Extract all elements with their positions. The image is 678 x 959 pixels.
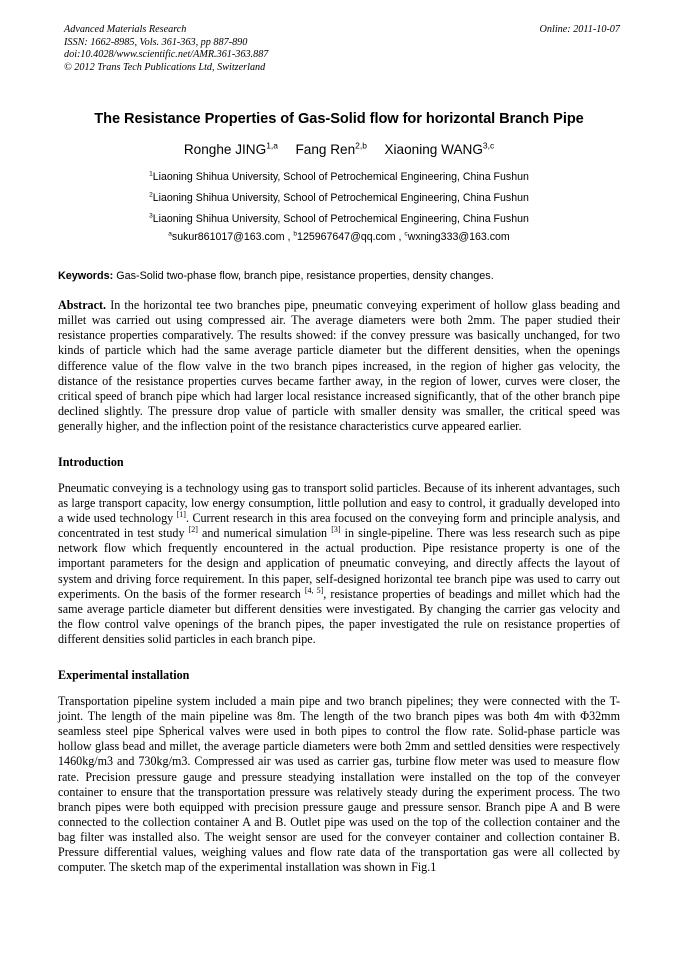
doi-line: doi:10.4028/www.scientific.net/AMR.361-363.887 (64, 49, 269, 61)
email-separator: , (284, 231, 294, 244)
email-marker: a (168, 230, 172, 238)
author-name: Xiaoning WANG (384, 142, 483, 158)
affiliation-text: Liaoning Shihua University, School of Petrochemical Engineering, China Fushun (152, 212, 529, 225)
affiliation-marker: 2 (149, 191, 153, 199)
email-separator: , (395, 231, 405, 244)
affiliation-text: Liaoning Shihua University, School of Petrochemical Engineering, China Fushun (152, 191, 529, 204)
affiliation-item (58, 167, 620, 188)
author-affiliation-marker: 1,a (266, 140, 278, 151)
author-name: Ronghe JING (183, 142, 267, 158)
section-paragraph: Transportation pipeline system included a main pipe and two branch pipelines; they were connected with the T-joint. The length of the main pipeline was 8m. The length of the two branch pipes was both 4m with Φ32mm seamless steel pipe Spherical valves were used in both pipes to control the flow rate. Solid-phase particle was hollow glass bead and millet, the average particle diameters were both 2mm and settled densities were respectively 1460kg/m3 and 730kg/m3. Compressed air was used as carrier gas, turbine flow meter was used to measure flow rate. Precision pressure gauge and pressure steadying installation were installed on the top of the conveyer container to ensure that the transportation pressure was relatively steady during the experiment process. The two branch pipes were both equipped with precision pressure gauge and pressure sensor. Branch pipe A and B were connected to the collection container A and B. Outlet pipe was used on the top of the collection container and the bag filter was installed also. The weight sensor are used for the conveyer container and collection container B. Pressure differential values, weighing values and flow rate data of the transportation gas were all collected by computer. The sketch map of the experimental installation was shown in Fig.1 (58, 694, 620, 875)
section-experimental-installation (58, 668, 620, 875)
page-title: The Resistance Properties of Gas-Solid flow for horizontal Branch Pipe (94, 111, 584, 128)
journal-name: Advanced Materials Research (64, 24, 187, 35)
author-email-list (58, 230, 620, 245)
reference-marker[interactable]: [1] (176, 510, 186, 520)
abstract-label: Abstract. (58, 298, 107, 313)
section-introduction (58, 455, 620, 647)
reference-marker[interactable]: [2] (188, 525, 198, 535)
issn-volume-pages: ISSN: 1662-8985, Vols. 361-363, pp 887-890 (64, 36, 248, 48)
section-heading: Experimental installation (58, 668, 190, 683)
affiliation-marker: 1 (149, 170, 153, 178)
keywords-block (58, 269, 620, 283)
publication-header (64, 24, 620, 74)
author-list (58, 141, 620, 158)
author-email-c[interactable]: wxning333@163.com (407, 231, 510, 244)
author-affiliation-marker: 3,c (482, 140, 495, 151)
author-entry (381, 142, 495, 157)
section-heading: Introduction (58, 455, 124, 469)
copyright-line: © 2012 Trans Tech Publications Ltd, Switzerland (64, 61, 266, 73)
author-name: Fang Ren (295, 142, 356, 158)
abstract-block (58, 298, 620, 434)
keywords-label: Keywords: (58, 270, 114, 283)
affiliation-marker: 3 (149, 212, 153, 220)
publication-header-left (64, 24, 453, 74)
online-publication-date: Online: 2011-10-07 (539, 24, 620, 35)
author-email-b[interactable]: 125967647@qq.com (297, 231, 396, 244)
reference-marker[interactable]: [3] (331, 525, 341, 535)
author-email-a[interactable]: sukur861017@163.com (171, 231, 285, 244)
author-affiliation-marker: 2,b (355, 140, 367, 151)
affiliation-text: Liaoning Shihua University, School of Petrochemical Engineering, China Fushun (152, 171, 529, 184)
keywords-text: Gas-Solid two-phase flow, branch pipe, resistance properties, density changes. (116, 270, 494, 283)
email-marker: b (293, 230, 298, 238)
abstract-text: In the horizontal tee two branches pipe, pneumatic conveying experiment of hollow glass beading and millet was carried out using compressed air. The average diameters were both 2mm. The paper studied their resistance properties comparatively. The results showed: if the convey pressure was basically unchanged, for two kinds of particle which had the same average particle diameter but the different densities, when the openings difference value of the flow valve in the two branch pipes increased, in the region of higher gas velocity, the distance of the resistance properties curves became farther away, in the region of lower, curves were closer, the critical speed of branch pipe which had larger local resistance increased significantly, that of the other branch pipe declined slightly. The pressure drop value of particle with smaller density was smaller, the critical speed was generally higher, and the inflection point of the resistance characteristics curve appeared earlier. (58, 298, 620, 433)
affiliation-item (58, 209, 620, 230)
author-entry (184, 142, 282, 157)
reference-marker[interactable]: [4, 5] (304, 585, 324, 595)
author-entry (292, 142, 371, 157)
email-marker: c (404, 230, 408, 238)
affiliation-item (58, 188, 620, 209)
section-paragraph: Pneumatic conveying is a technology using gas to transport solid particles. Because of its inherent advantages, such as large transport capacity, low energy consumption, little pollution and easy to control, it gradually developed into a wide used technology [1]. Current research in this area focused on the conveying form and principle analysis, and concentrated in test study [2] and numerical simulation [3] in single-pipeline. There was less research such as pipe network flow which frequently encountered in the actual production. Pipe resistance property is one of the important parameters for the design and application of pneumatic conveying, and directly affects the layout of system and driving force requirement. In this paper, self-designed horizontal tee branch pipe was used to carry out experiments. On the basis of the former research [4, 5], resistance properties of beadings and millet which had the same average particle diameter but different densities were investigated. By changing the carrier gas velocity and the flow control valve openings of the branch pipes, the paper investigated the rule on resistance properties of different densities solid particles in each branch pipe. (58, 481, 621, 646)
affiliation-list (58, 167, 620, 229)
